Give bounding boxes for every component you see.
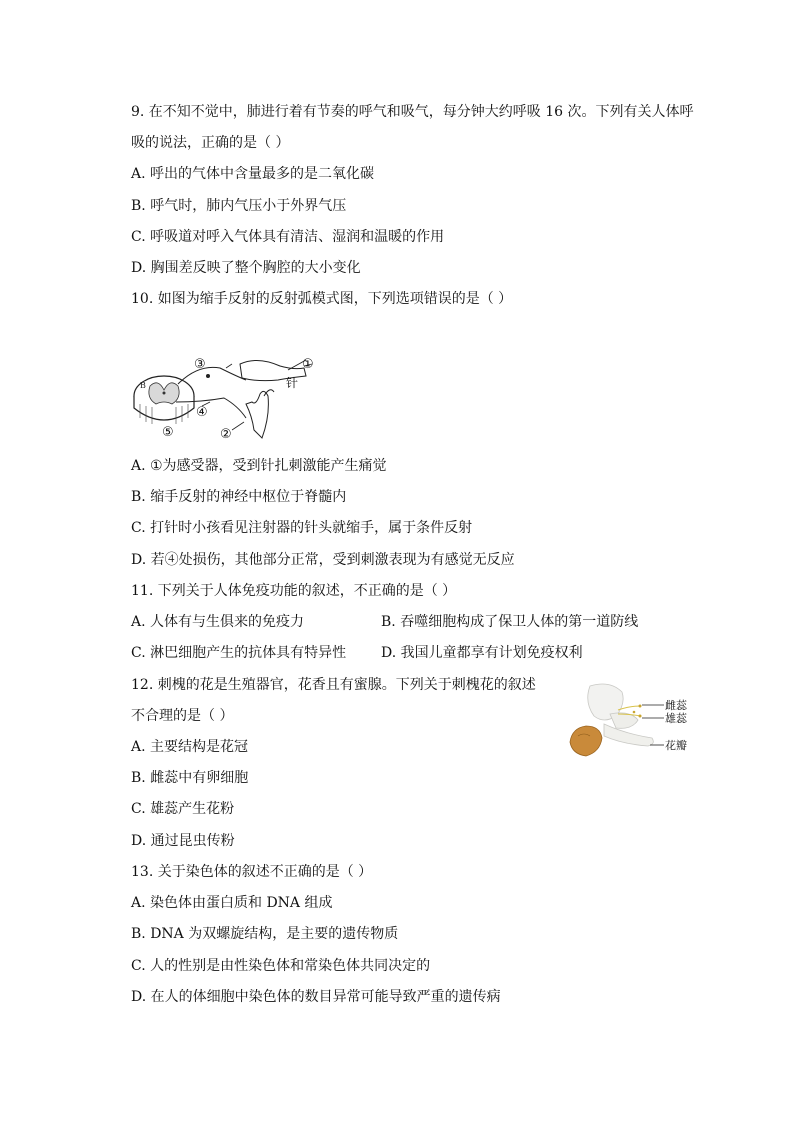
q11-option-b: B. 吞噬细胞构成了保卫人体的第一道防线 [381, 614, 639, 630]
fig12-label-stamen: 雄蕊 [665, 712, 687, 725]
q13-stem: 13. 关于染色体的叙述不正确的是（ ） [131, 864, 373, 880]
q9-option-b: B. 呼气时，肺内气压小于外界气压 [131, 198, 347, 214]
q10-option-d: D. 若④处损伤，其他部分正常，受到刺激表现为有感觉无反应 [131, 552, 515, 568]
q11-option-a: A. 人体有与生俱来的免疫力 [131, 614, 305, 630]
q13-option-b: B. DNA 为双螺旋结构，是主要的遗传物质 [131, 926, 399, 942]
q10-option-a: A. ①为感受器，受到针扎刺激能产生痛觉 [131, 458, 387, 474]
q9-stem-line1: 9. 在不知不觉中，肺进行着有节奏的呼气和吸气，每分钟大约呼吸 16 次。下列有关人体呼 [131, 104, 694, 120]
fig10-label-3: ③ [194, 357, 206, 372]
q12-option-b: B. 雌蕊中有卵细胞 [131, 770, 249, 786]
fig10-label-needle: 针 [286, 376, 299, 390]
fig10-label-4: ④ [196, 405, 208, 420]
q13-option-c: C. 人的性别是由性染色体和常染色体共同决定的 [131, 958, 431, 974]
q9-option-a: A. 呼出的气体中含量最多的是二氧化碳 [131, 166, 375, 182]
q13-option-a: A. 染色体由蛋白质和 DNA 组成 [131, 895, 333, 911]
locust-flower-figure [560, 680, 700, 762]
q11-option-d: D. 我国儿童都享有计划免疫权利 [381, 645, 583, 661]
spinal-cord-icon [134, 376, 194, 424]
fig10-label-1: ① [302, 357, 314, 372]
q9-option-d: D. 胸围差反映了整个胸腔的大小变化 [131, 260, 361, 276]
fig10-label-2: ② [220, 427, 232, 442]
q12-option-d: D. 通过昆虫传粉 [131, 833, 235, 849]
fig10-label-5: ⑤ [162, 425, 174, 440]
q11-stem: 11. 下列关于人体免疫功能的叙述，不正确的是（ ） [131, 583, 457, 599]
q12-stem-line1: 12. 刺槐的花是生殖器官，花香且有蜜腺。下列关于刺槐花的叙述 [131, 677, 536, 693]
q13-option-d: D. 在人的体细胞中染色体的数目异常可能导致严重的遗传病 [131, 989, 501, 1005]
fig12-label-pistil: 雌蕊 [665, 699, 687, 712]
q12-option-a: A. 主要结构是花冠 [131, 739, 249, 755]
q12-stem-line2: 不合理的是（ ） [131, 708, 234, 724]
q11-option-c: C. 淋巴细胞产生的抗体具有特异性 [131, 645, 347, 661]
q9-option-c: C. 呼吸道对呼入气体具有清洁、湿润和温暖的作用 [131, 229, 445, 245]
fig12-label-petal: 花瓣 [665, 739, 687, 752]
q9-stem-line2: 吸的说法，正确的是（ ） [131, 135, 290, 151]
flower-icon [570, 684, 653, 756]
svg-text:B: B [140, 381, 146, 390]
q10-option-b: B. 缩手反射的神经中枢位于脊髓内 [131, 489, 347, 505]
q12-option-c: C. 雄蕊产生花粉 [131, 801, 235, 817]
reflex-arc-figure [128, 346, 328, 446]
q10-option-c: C. 打针时小孩看见注射器的针头就缩手，属于条件反射 [131, 520, 473, 536]
q10-stem: 10. 如图为缩手反射的反射弧模式图，下列选项错误的是（ ） [131, 291, 513, 307]
